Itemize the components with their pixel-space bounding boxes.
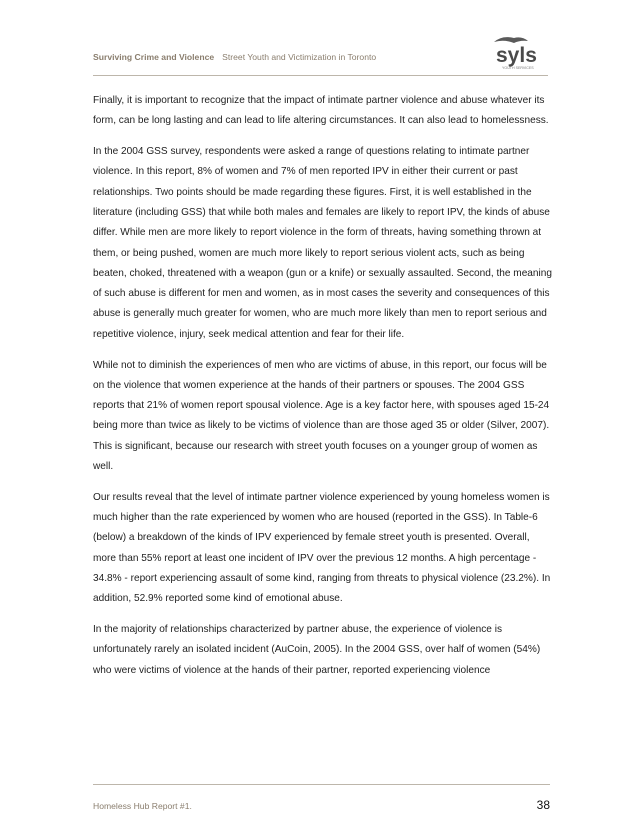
footer-report-name: Homeless Hub Report #1.: [93, 801, 192, 811]
logo-wordmark: syls: [496, 44, 537, 67]
footer-divider: [93, 784, 550, 785]
logo-tagline: YOUTH SERVICES: [502, 66, 534, 70]
paragraph: Finally, it is important to recognize that the impact of intimate partner violence and abuse whatever its form, can be long lasting and can lead to life altering circumstances. It can also lead to homelessness.: [93, 95, 549, 127]
header-divider: [93, 75, 548, 76]
syls-logo-icon: [490, 33, 548, 73]
body-text: [93, 91, 555, 692]
paragraph: In the 2004 GSS survey, respondents were asked a range of questions relating to intimate partner violence. In this report, 8% of women and 7% of men reported IPV in either their current or past relationships. Two points should be made regarding these figures. First, it is well established in the literature (including GSS) that while both males and females are likely to report IPV, the kinds of abuse differ. While men are more likely to report violence in the form of threats, having something thrown at them, or being pushed, women are much more likely to report serious violent acts, such as being beaten, choked, threatened with a weapon (gun or a knife) or sexually assaulted. Second, the meaning of such abuse is different for men and women, as in most cases the severity and consequences of this abuse is generally much greater for women, who are much more likely than men to report serious and repetitive violence, injury, seek medical attention and fear for their life.: [93, 146, 552, 340]
page-number: 38: [536, 798, 550, 812]
report-title: Surviving Crime and Violence: [93, 52, 215, 62]
paragraph: While not to diminish the experiences of men who are victims of abuse, in this report, our focus will be on the violence that women experience at the hands of their partners or spouses. The 2004 GSS reports that 21% of women report spousal violence. Age is a key factor here, with spouses aged 15-24 being more than twice as likely to be victims of violence than are those aged 35 or older (Silver, 2007). This is significant, because our research with street youth focuses on a younger group of women as well.: [93, 359, 550, 473]
running-header: [93, 52, 376, 62]
logo-swoosh: [494, 37, 528, 43]
paragraph: Our results reveal that the level of intimate partner violence experienced by young homeless women is much higher than the rate experienced by women who are housed (reported in the GSS). In Table-6 (below) a breakdown of the kinds of IPV experienced by female street youth is presented. Overall, more than 55% report at least one incident of IPV over the previous 12 months. A high percentage - 34.8% - report experiencing assault of some kind, ranging from threats to physical violence (23.2%). In addition, 52.9% reported some kind of emotional abuse.: [93, 491, 551, 605]
report-subtitle: Street Youth and Victimization in Toronto: [222, 52, 377, 62]
syls-logo: [490, 33, 548, 73]
page-footer: [93, 784, 550, 824]
paragraph: In the majority of relationships characterized by partner abuse, the experience of violence is unfortunately rarely an isolated incident (AuCoin, 2005). In the 2004 GSS, over half of women (54%) who were victims of violence at the hands of their partner, reported experiencing violence: [93, 624, 541, 676]
page-header: [93, 44, 548, 79]
